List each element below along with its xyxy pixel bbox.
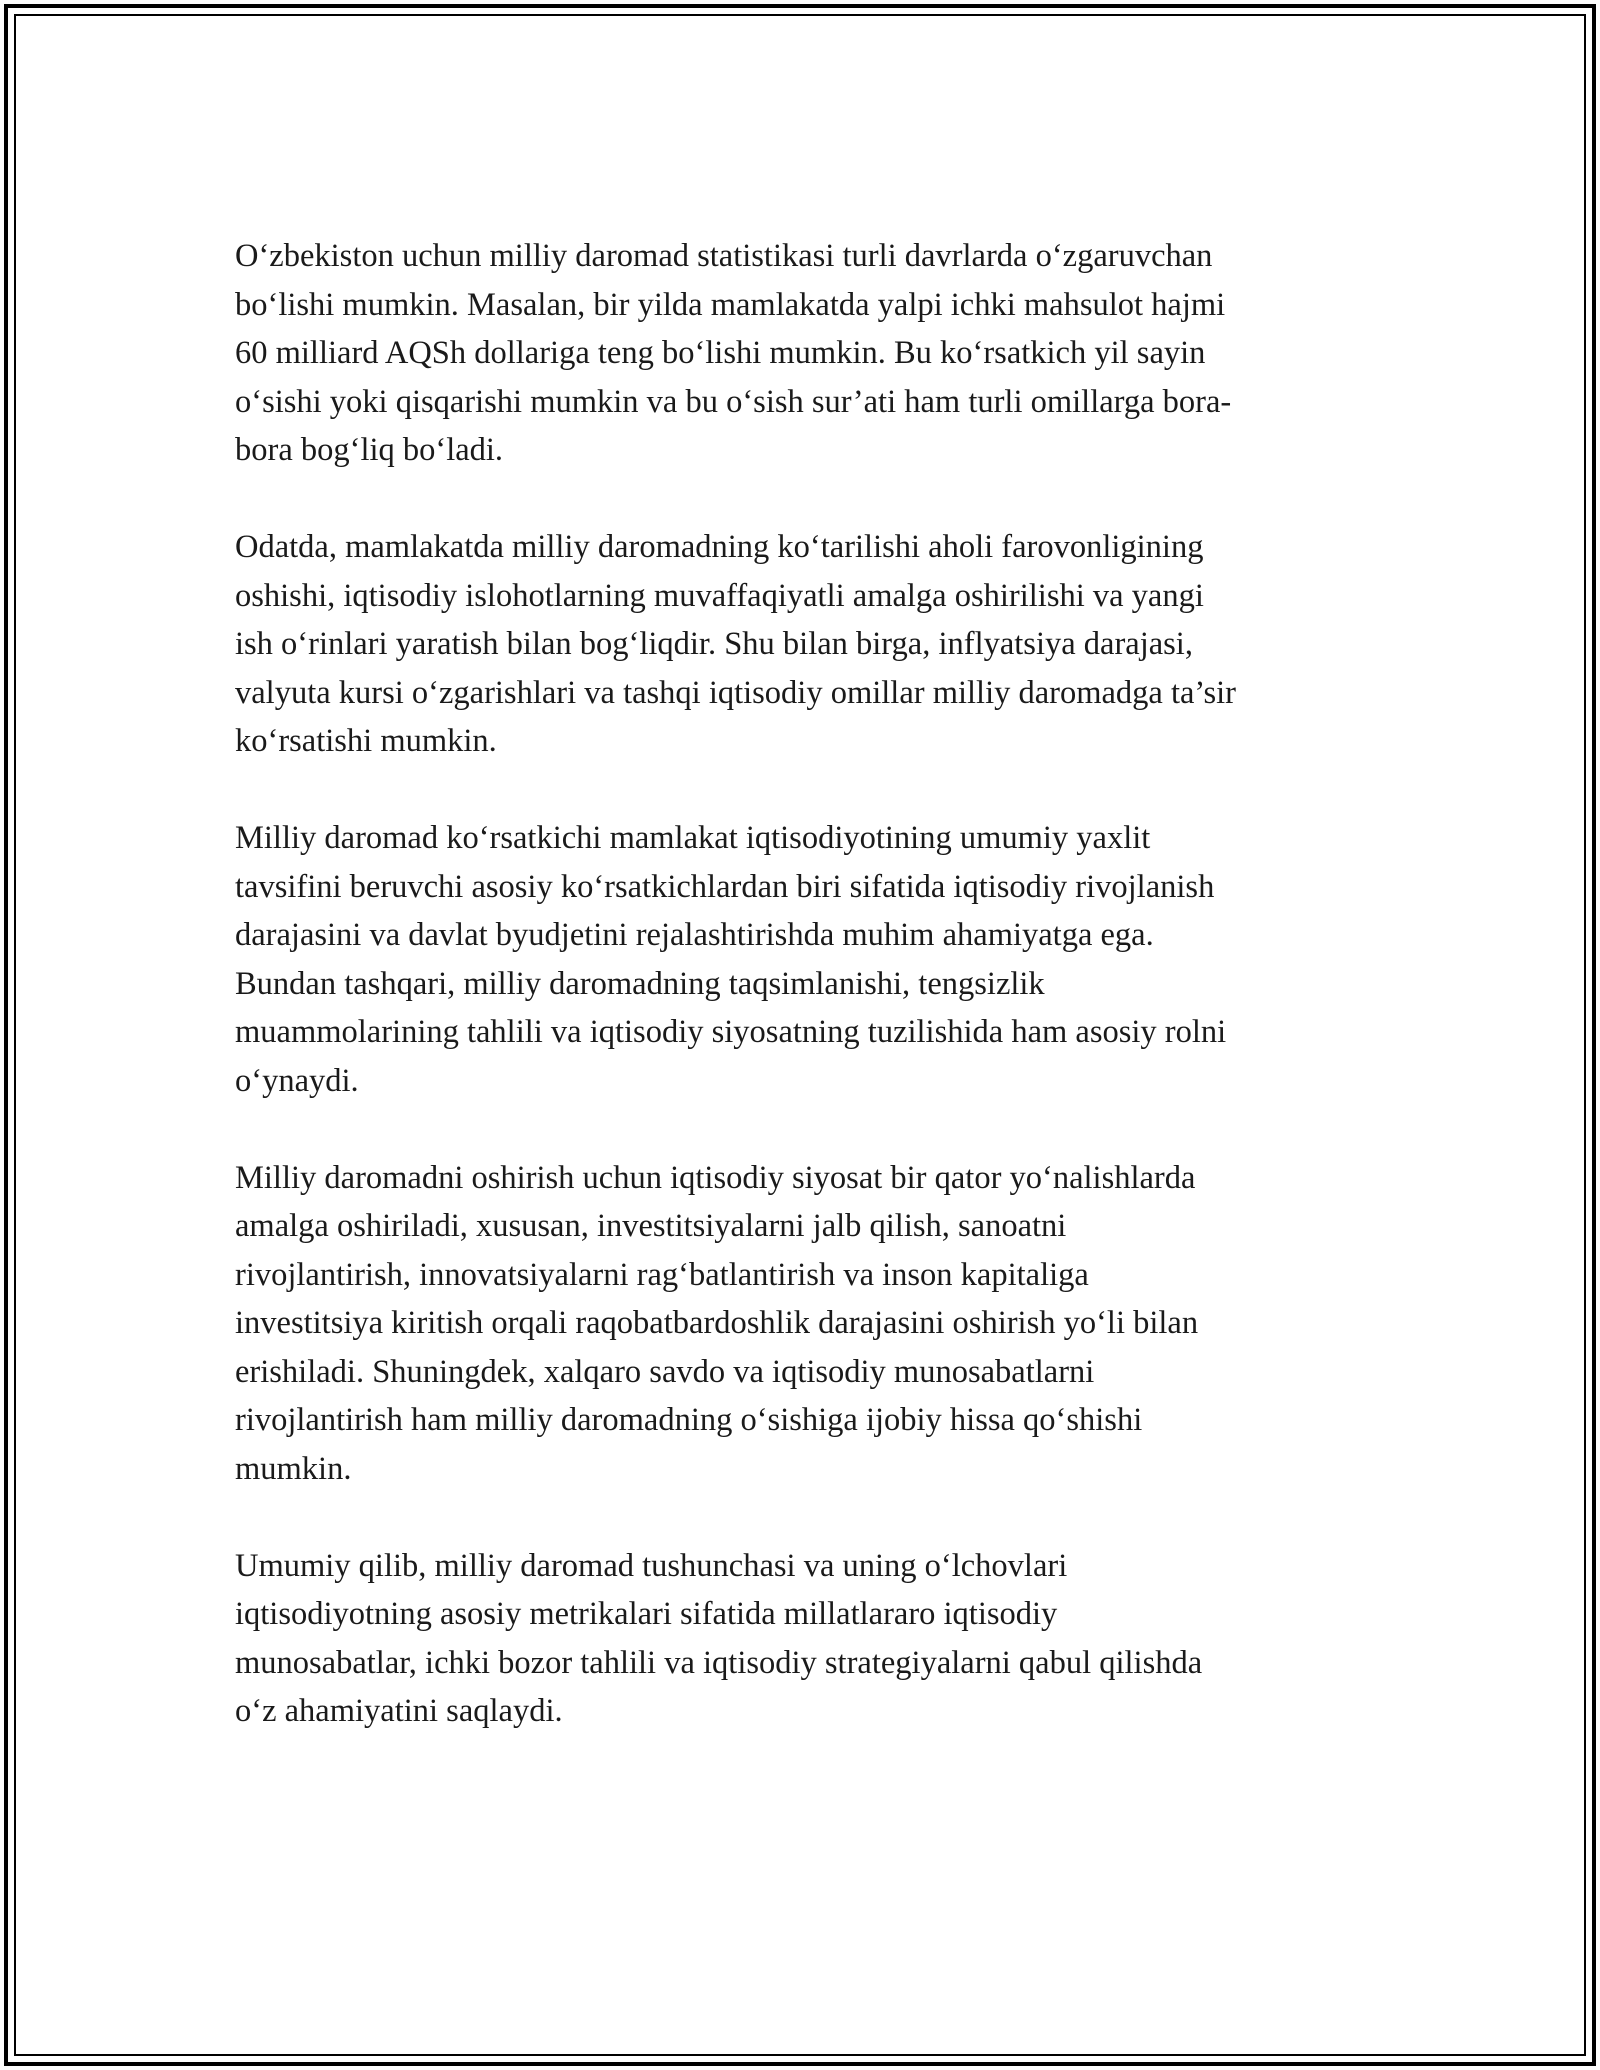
text-line: bora bog‘liq bo‘ladi.	[235, 432, 504, 468]
text-line: o‘sishi yoki qisqarishi mumkin va bu o‘sish sur’ati ham turli omillarga bora-	[235, 383, 1232, 420]
document-body	[235, 232, 1375, 1784]
text-line: o‘ynaydi.	[235, 1062, 359, 1099]
paragraph-4	[235, 1154, 1375, 1494]
text-line: muammolarining tahlili va iqtisodiy siyosatning tuzilishida ham asosiy rolni	[235, 1014, 1227, 1050]
text-line: Bundan tashqari, milliy daromadning taqsimlanishi, tengsizlik	[235, 965, 1045, 1002]
paragraph-5	[235, 1542, 1375, 1736]
paragraph-2	[235, 523, 1375, 766]
text-line: bo‘lishi mumkin. Masalan, bir yilda mamlakatda yalpi ichki mahsulot hajmi	[235, 286, 1226, 323]
text-line: erishiladi. Shuningdek, xalqaro savdo va iqtisodiy munosabatlarni	[235, 1353, 1095, 1390]
text-line: Milliy daromadni oshirish uchun iqtisodiy siyosat bir qator yo‘nalishlarda	[235, 1159, 1196, 1196]
text-line: darajasini va davlat byudjetini rejalashtirishda muhim ahamiyatga ega.	[235, 917, 1154, 953]
text-line: O‘zbekiston uchun milliy daromad statistikasi turli davrlarda o‘zgaruvchan	[235, 238, 1213, 274]
text-line: ko‘rsatishi mumkin.	[235, 723, 497, 759]
text-line: ish o‘rinlari yaratish bilan bog‘liqdir. Shu bilan birga, inflyatsiya darajasi,	[235, 626, 1193, 662]
text-line: rivojlantirish, innovatsiyalarni rag‘batlantirish va inson kapitaliga	[235, 1256, 1089, 1293]
text-line: o‘z ahamiyatini saqlaydi.	[235, 1693, 563, 1729]
text-line: tavsifini beruvchi asosiy ko‘rsatkichlardan biri sifatida iqtisodiy rivojlanish	[235, 868, 1215, 905]
text-line: Milliy daromad ko‘rsatkichi mamlakat iqtisodiyotining umumiy yaxlit	[235, 820, 1151, 856]
text-line: rivojlantirish ham milliy daromadning o‘sishiga ijobiy hissa qo‘shishi	[235, 1402, 1143, 1438]
paragraph-3	[235, 814, 1375, 1105]
text-line: Umumiy qilib, milliy daromad tushunchasi va uning o‘lchovlari	[235, 1547, 1068, 1584]
text-line: investitsiya kiritish orqali raqobatbardoshlik darajasini oshirish yo‘li bilan	[235, 1305, 1199, 1341]
text-line: munosabatlar, ichki bozor tahlili va iqtisodiy strategiyalarni qabul qilishda	[235, 1644, 1203, 1681]
text-line: amalga oshiriladi, xususan, investitsiyalarni jalb qilish, sanoatni	[235, 1208, 1067, 1244]
text-line: oshishi, iqtisodiy islohotlarning muvaffaqiyatli amalga oshirilishi va yangi	[235, 577, 1204, 614]
text-line: Odatda, mamlakatda milliy daromadning ko‘tarilishi aholi farovonligining	[235, 529, 1204, 565]
paragraph-1	[235, 232, 1375, 475]
text-line: mumkin.	[235, 1450, 352, 1487]
text-line: 60 milliard AQSh dollariga teng bo‘lishi mumkin. Bu ko‘rsatkich yil sayin	[235, 335, 1206, 371]
text-line: iqtisodiyotning asosiy metrikalari sifatida millatlararo iqtisodiy	[235, 1596, 1058, 1632]
text-line: valyuta kursi o‘zgarishlari va tashqi iqtisodiy omillar milliy daromadga ta’sir	[235, 674, 1236, 711]
